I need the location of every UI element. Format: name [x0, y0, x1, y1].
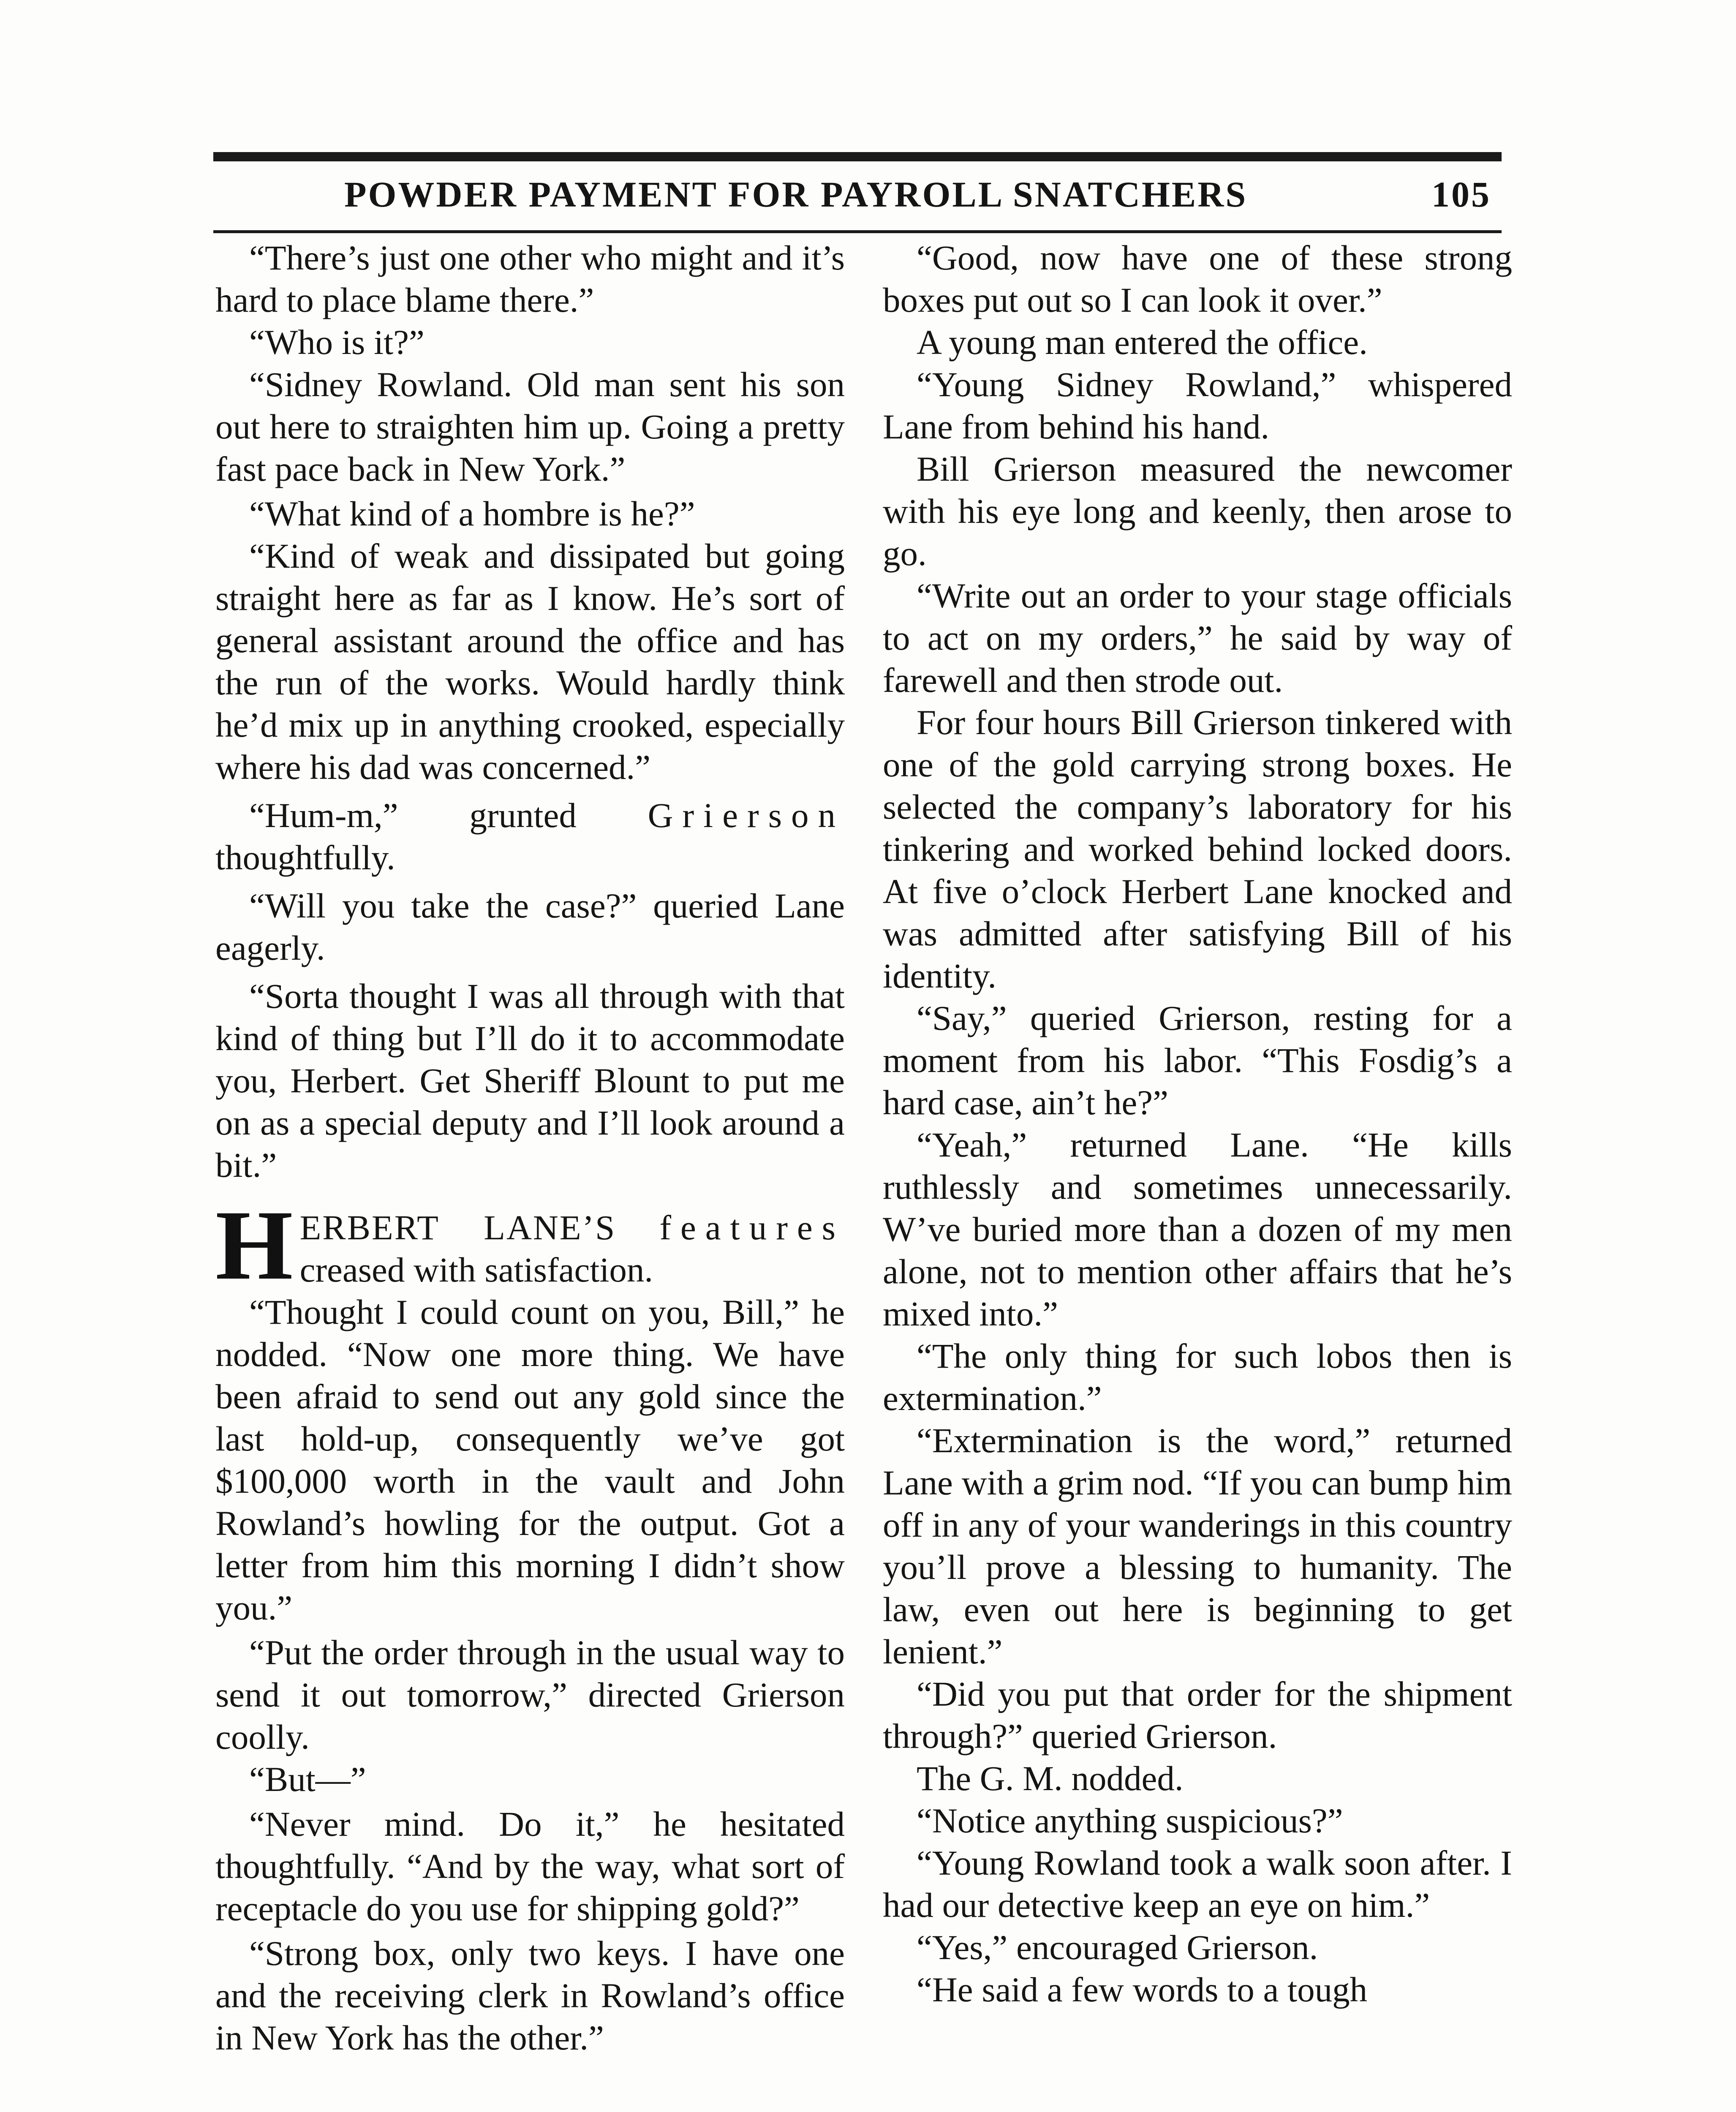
- running-title: POWDER PAYMENT FOR PAYROLL SNATCHERS: [344, 174, 1248, 215]
- paragraph: [215, 794, 845, 879]
- text-run: “Hum-m,” grunted: [249, 796, 577, 835]
- paragraph: “Good, now have one of these strong boxes put out so I can look it over.”: [883, 238, 1512, 319]
- text-run: creased with satisfaction.: [299, 1250, 653, 1289]
- paragraph: “Put the order through in the usual way to send it out tomorrow,” directed Grierson coolly.: [215, 1633, 845, 1756]
- paragraph: The G. M. nodded.: [917, 1759, 1184, 1798]
- paragraph: “Did you put that order for the shipment through?” queried Grierson.: [883, 1674, 1512, 1755]
- header-rule-top: [213, 152, 1502, 161]
- paragraph: A young man entered the office.: [917, 323, 1368, 362]
- spaced-run: features: [659, 1208, 845, 1247]
- paragraph: For four hours Bill Grierson tinkered with one of the gold carrying strong boxes. He selected the company’s laboratory for his tinkering and worked behind locked doors. At five o’clock Herbert Lane knocked and was admitted after satisfying Bill of his identity.: [883, 703, 1512, 995]
- paragraph: “Say,” queried Grierson, resting for a moment from his labor. “This Fosdig’s a hard case, ain’t he?”: [883, 999, 1512, 1122]
- paragraph: “Write out an order to your stage officials to act on my orders,” he said by way of farewell and then strode out.: [883, 576, 1512, 699]
- spaced-name: Grierson: [648, 796, 845, 835]
- paragraph: “He said a few words to a tough: [917, 1970, 1368, 2009]
- paragraph: “Young Sidney Rowland,” whispered Lane from behind his hand.: [883, 365, 1512, 446]
- paragraph: “Will you take the case?” queried Lane eagerly.: [215, 886, 845, 967]
- paragraph: “Extermination is the word,” returned Lane with a grim nod. “If you can bump him off in any of your wanderings in this country you’ll prove a blessing to humanity. The law, even out here is beginning to get lenient.”: [883, 1421, 1512, 1671]
- text-run: thoughtfully.: [215, 838, 395, 877]
- paragraph: “But—”: [249, 1760, 366, 1799]
- paragraph: “What kind of a hombre is he?”: [249, 494, 695, 533]
- paragraph: “The only thing for such lobos then is extermination.”: [883, 1336, 1512, 1418]
- paragraph: “There’s just one other who might and it’s hard to place blame there.”: [215, 238, 845, 319]
- paragraph: “Yes,” encouraged Grierson.: [917, 1928, 1318, 1967]
- drop-cap: H: [215, 1190, 293, 1301]
- paragraph: “Sorta thought I was all through with that kind of thing but I’ll do it to accommodate you, Herbert. Get Sheriff Blount to put me on as a special deputy and I’ll look around a bit.”: [215, 977, 845, 1184]
- paragraph: “Young Rowland took a walk soon after. I had our detective keep an eye on him.”: [883, 1843, 1512, 1924]
- page-number: 105: [1431, 174, 1491, 215]
- paragraph: “Strong box, only two keys. I have one and the receiving clerk in Rowland’s office in New York has the other.”: [215, 1934, 845, 2057]
- right-column: [883, 237, 1512, 2011]
- paragraph: Bill Grierson measured the newcomer with his eye long and keenly, then arose to go.: [883, 449, 1512, 573]
- paragraph: “Never mind. Do it,” he hesitated thoughtfully. “And by the way, what sort of receptacle do you use for shipping gold?”: [215, 1804, 845, 1928]
- paragraph: “Notice anything suspicious?”: [917, 1801, 1343, 1840]
- paragraph: “Sidney Rowland. Old man sent his son out here to straighten him up. Going a pretty fast pace back in New York.”: [215, 365, 845, 488]
- small-caps-run: ERBERT LANE’S: [299, 1208, 616, 1247]
- left-column: [215, 237, 845, 2059]
- header-rule-bottom: [213, 230, 1502, 233]
- section-opening-paragraph: [215, 1190, 845, 1301]
- paragraph: “Yeah,” returned Lane. “He kills ruthlessly and sometimes unnecessarily. W’ve buried more than a dozen of my men alone, not to mention other affairs that he’s mixed into.”: [883, 1125, 1512, 1333]
- running-head: [213, 163, 1502, 226]
- paragraph: “Who is it?”: [249, 323, 424, 362]
- paragraph: “Thought I could count on you, Bill,” he nodded. “Now one more thing. We have been afraid to send out any gold since the last hold-up, consequently we’ve got $100,000 worth in the vault and John Rowland’s howling for the output. Got a letter from him this morning I didn’t show you.”: [215, 1293, 845, 1627]
- paragraph: “Kind of weak and dissipated but going straight here as far as I know. He’s sort of general assistant around the office and has the run of the works. Would hardly think he’d mix up in anything crooked, especially where his dad was concerned.”: [215, 536, 845, 787]
